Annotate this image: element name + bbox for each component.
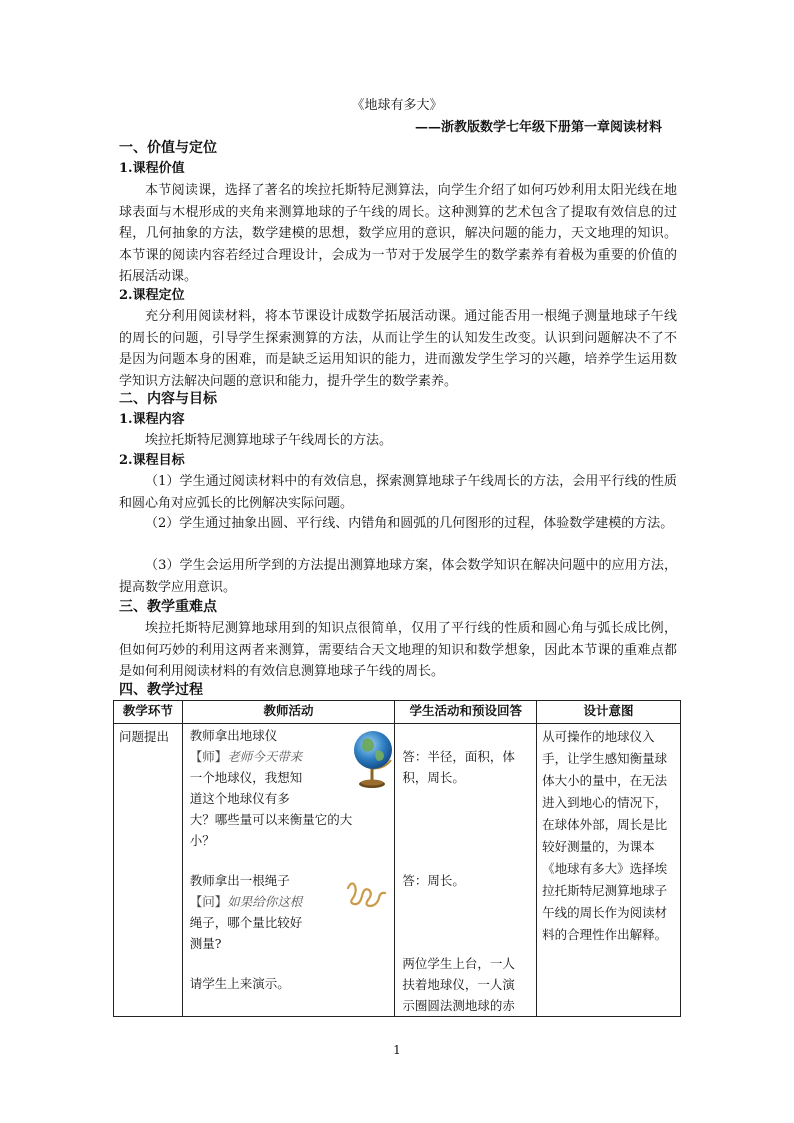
goal-2: （2）学生通过抽象出圆、平行线、内错角和圆弧的几何图形的过程，体验数学建模的方法。	[145, 516, 674, 531]
table-row	[114, 724, 681, 1017]
teacher-line: 道这个地球仪有多	[189, 791, 290, 806]
student-line: 答：半径，面积，体	[402, 749, 515, 764]
goal-3: （3）学生会运用所学到的方法提出测算地球方案，体会数学知识在解决问题中的应用方法，提高数学应用意识。	[119, 558, 677, 595]
table-header: 设计意图	[537, 701, 681, 724]
teacher-line: 大？哪些量可以来衡量它的大	[189, 812, 353, 827]
paragraph-course-position: 充分利用阅读材料，将本节课设计成数学拓展活动课。通过能否用一根绳子测量地球子午线的周长的问题，引导学生探索测算的方法，从而让学生的认知发生改变。认识到问题解决不了不是因为问题本身的困难，而是缺乏运用知识的能力，进而激发学生学习的兴趣，培养学生运用数学知识方法解决问题的意识和能力，提升学生的数学素养。	[119, 309, 677, 389]
teacher-line	[190, 892, 303, 912]
paragraph-key-difficulties: 埃拉托斯特尼测算地球用到的知识点很简单，仅用了平行线的性质和圆心角与弧长成比例，但如何巧妙的利用这两者来测算，需要结合天文地理的知识和数学想象，因此本节课的重难点都是如何利用阅读材料的有效信息测算地球子午线的周长。	[119, 621, 677, 679]
teacher-line: 小？	[189, 833, 215, 848]
teacher-handwritten: 老师今天带来	[227, 749, 303, 764]
teacher-tag: 【师】	[189, 749, 228, 764]
student-line: 两位学生上台，一人	[402, 956, 515, 971]
teacher-activity-cell	[182, 724, 395, 1017]
teacher-line: 请学生上来演示。	[189, 976, 290, 991]
document-title: 《地球有多大》	[351, 98, 443, 113]
table-header: 教学环节	[114, 701, 183, 724]
teacher-line: 一个地球仪，我想知	[189, 770, 303, 785]
teaching-process-table	[113, 700, 681, 1017]
subheading-course-position: 2.课程定位	[119, 288, 185, 303]
section-heading-1: 一、价值与定位	[119, 140, 217, 156]
table-header: 教师活动	[182, 701, 395, 724]
student-line: 答：周长。	[402, 873, 465, 888]
section-heading-4: 四、教学过程	[119, 682, 203, 698]
subheading-course-goals: 2.课程目标	[119, 453, 185, 468]
subheading-course-content: 1.课程内容	[119, 412, 185, 427]
table-header-row	[114, 701, 681, 724]
design-intent-cell: 从可操作的地球仪入手，让学生感知衡量球体大小的量中，在无法进入到地心的情况下，在球体外部，周长是比较好测量的，为课本《地球有多大》选择埃拉托斯特尼测算地球子午线的周长作为阅读材料的合理性作出解释。	[537, 724, 681, 1017]
student-activity-cell	[395, 724, 537, 1017]
paragraph-course-value: 本节阅读课，选择了著名的埃拉托斯特尼测算法，向学生介绍了如何巧妙利用太阳光线在地球表面与木棍形成的夹角来测算地球的子午线的周长。这种测算的艺术包含了提取有效信息的过程，几何抽象的方法，数学建模的思想，数学应用的意识，解决问题的能力，天文地理的知识。本节课的阅读内容若经过合理设计，会成为一节对于发展学生的数学素养有着极为重要的价值的拓展活动课。	[119, 183, 677, 284]
teacher-line: 测量?	[189, 936, 222, 951]
section-heading-2: 二、内容与目标	[119, 391, 217, 407]
teacher-line	[190, 747, 303, 767]
page-number: 1	[393, 1043, 401, 1057]
teacher-handwritten: 如果给你这根	[227, 894, 303, 909]
paragraph-course-content: 埃拉托斯特尼测算地球子午线周长的方法。	[145, 433, 393, 448]
teacher-line: 教师拿出地球仪	[189, 728, 278, 743]
student-line: 积，周长。	[402, 770, 465, 785]
student-line: 扶着地球仪，一人演	[402, 977, 515, 992]
section-heading-3: 三、教学重难点	[119, 599, 217, 615]
stage-cell: 问题提出	[114, 724, 183, 1017]
teacher-line: 教师拿出一根绳子	[189, 873, 290, 888]
table-header: 学生活动和预设回答	[395, 701, 537, 724]
subheading-course-value: 1.课程价值	[119, 161, 185, 176]
teacher-line: 绳子，哪个量比较好	[189, 915, 303, 930]
teacher-tag: 【问】	[189, 894, 228, 909]
student-line: 示圈圆法测地球的赤	[402, 998, 515, 1013]
globe-icon	[347, 726, 399, 792]
rope-icon	[345, 874, 389, 910]
goal-1: （1）学生通过阅读材料中的有效信息，探索测算地球子午线周长的方法，会用平行线的性质和圆心角对应弧长的比例解决实际问题。	[119, 474, 677, 511]
document-subtitle: ——浙教版数学七年级下册第一章阅读材料	[414, 120, 662, 135]
